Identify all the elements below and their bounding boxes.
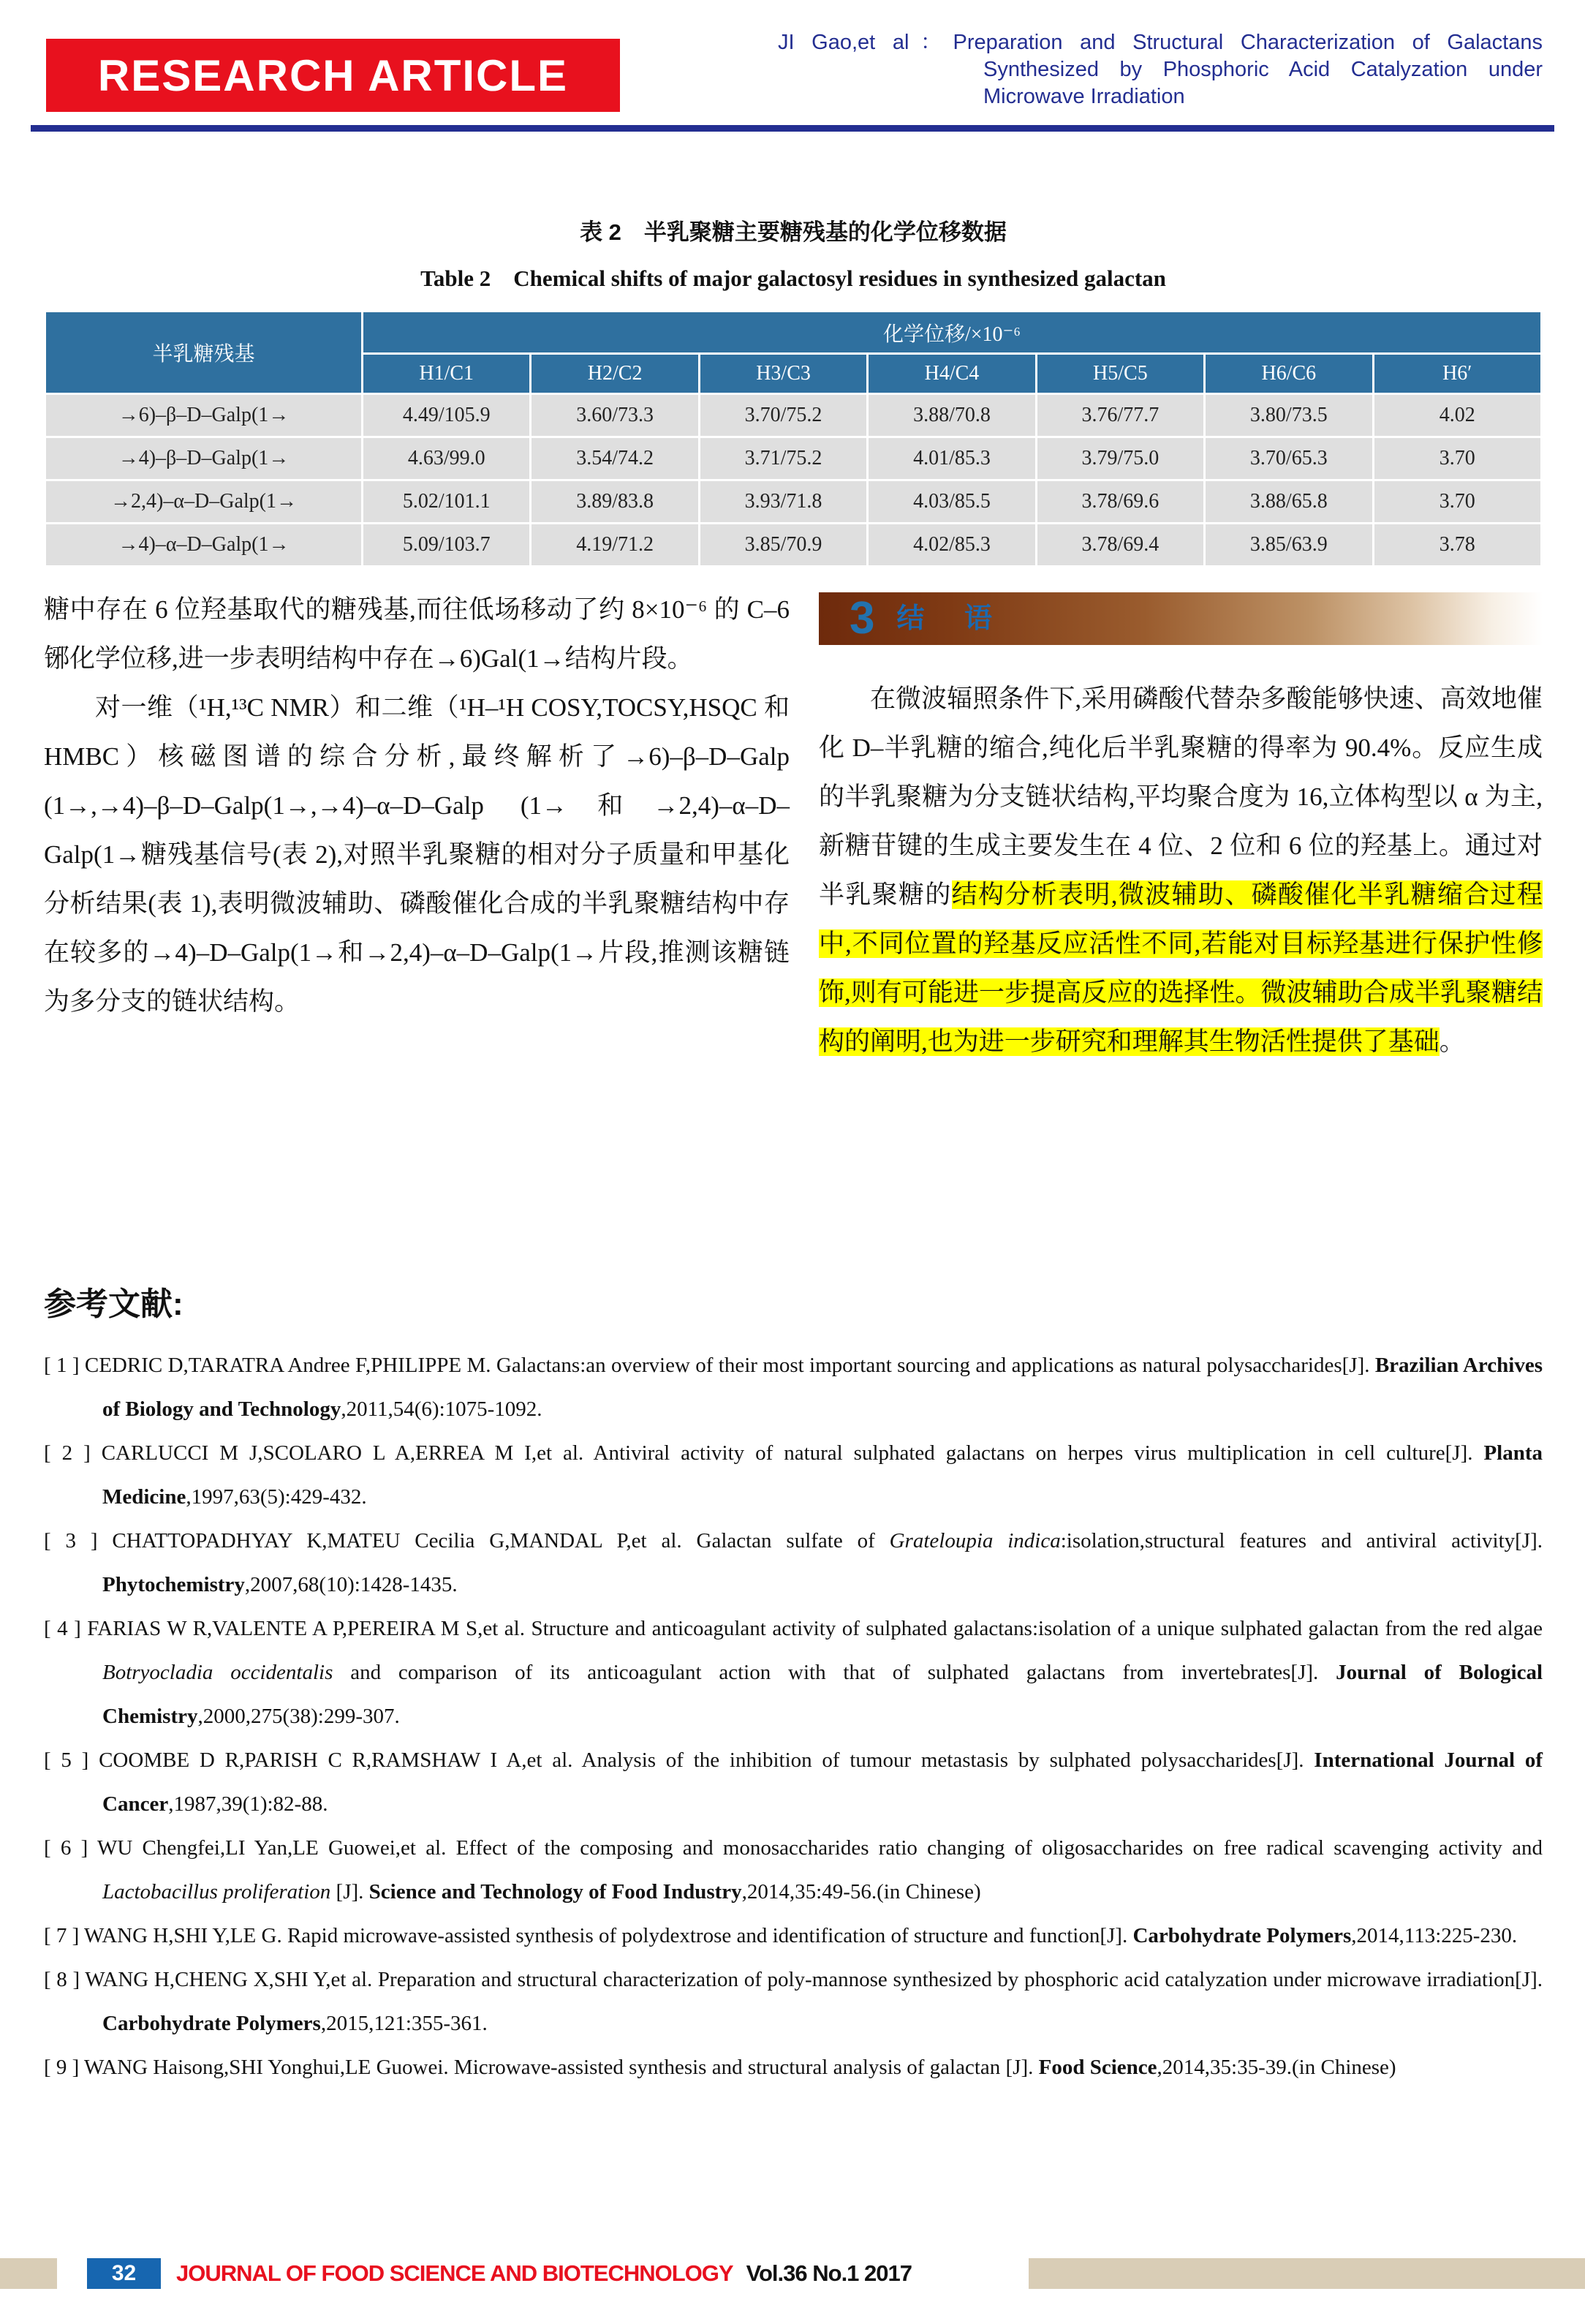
shift-value-cell: 5.09/103.7 (363, 524, 531, 567)
species-name: Lactobacillus proliferation (102, 1880, 331, 1904)
reference-text: WU Chengfei,LI Yan,LE Guowei,et al. Effect of the composing and monosaccharides ratio changing of oligosaccharides on free radical scavenging activity and (97, 1836, 1543, 1860)
reference-text: ,1997,63(5):429-432. (186, 1485, 367, 1509)
shift-value-cell: 3.88/70.8 (868, 394, 1036, 437)
section-number: 3 (850, 593, 875, 644)
shift-value-cell: 3.71/75.2 (699, 437, 867, 480)
shift-value-cell: 5.02/101.1 (363, 480, 531, 524)
column-header: H1/C1 (363, 354, 531, 394)
journal-title: International Journal of Cancer (102, 1748, 1543, 1816)
shift-value-cell: 4.19/71.2 (531, 524, 699, 567)
reference-item (44, 2045, 1543, 2089)
species-name: Grateloupia indica (889, 1529, 1061, 1553)
species-name: Botryocladia occidentalis (102, 1661, 333, 1684)
section-3-banner (819, 592, 1543, 645)
table-row (45, 524, 1542, 567)
shift-value-cell: 4.63/99.0 (363, 437, 531, 480)
reference-text: ,2014,35:35-39.(in Chinese) (1157, 2056, 1396, 2079)
shift-value-cell: 4.01/85.3 (868, 437, 1036, 480)
column-header: H6′ (1373, 354, 1541, 394)
body-paragraph-2: 对一维（¹H,¹³C NMR）和二维（¹H–¹H COSY,TOCSY,HSQC 和 HMBC）核磁图谱的综合分析,最终解析了→6)–β–D–Galp (1→,→4)–β–D–Galp(1→,→4)–α–D–Galp (1→和→2,4)–α–D–Galp(1→糖残基信号(表 2),对照半乳聚糖的相对分子质量和甲基化分析结果(表 1),表明微波辅助、磷酸催化合成的半乳聚糖结构中存在较多的→4)–D–Galp(1→和→2,4)–α–D–Galp(1→片段,推测该糖链为多分支的链状结构。 (44, 693, 790, 1016)
reference-text: COOMBE D R,PARISH C R,RAMSHAW I A,et al. Analysis of the inhibition of tumour metastasis by sulphated polysaccharides[J]. (99, 1748, 1314, 1772)
reference-label: [ 2 ] (44, 1441, 102, 1465)
column-header: H5/C5 (1036, 354, 1204, 394)
shift-value-cell: 3.76/77.7 (1036, 394, 1204, 437)
shift-value-cell: 3.78 (1373, 524, 1541, 567)
journal-issue: Vol.36 No.1 2017 (746, 2260, 912, 2286)
shift-value-cell: 3.78/69.6 (1036, 480, 1204, 524)
conclusion-tail: 。 (1439, 1027, 1465, 1056)
reference-text: ,1987,39(1):82-88. (168, 1792, 328, 1816)
residue-cell: →4)–α–D–Galp(1→ (45, 524, 363, 567)
table-header (45, 312, 1542, 394)
shift-value-cell: 3.89/83.8 (531, 480, 699, 524)
journal-title: Planta Medicine (102, 1441, 1543, 1509)
table-title-zh: 表 2 半乳聚糖主要糖残基的化学位移数据 (580, 219, 1007, 245)
left-column (44, 585, 790, 1066)
residue-cell: →4)–β–D–Galp(1→ (45, 437, 363, 480)
reference-text: WANG H,SHI Y,LE G. Rapid microwave-assisted synthesis of polydextrose and identification of structure and function[J]. (84, 1924, 1133, 1947)
reference-item (44, 1431, 1543, 1519)
reference-text: :isolation,structural features and antiviral activity[J]. (1060, 1529, 1543, 1553)
table-2-block (44, 211, 1543, 567)
column-header: H4/C4 (868, 354, 1036, 394)
journal-title: Food Science (1038, 2056, 1157, 2079)
section-title: 结 语 (896, 603, 1009, 634)
table-corner-header: 半乳糖残基 (45, 312, 363, 394)
reference-item (44, 1738, 1543, 1826)
table-row (45, 394, 1542, 437)
column-header: H3/C3 (699, 354, 867, 394)
reference-text: CHATTOPADHYAY K,MATEU Cecilia G,MANDAL P,et al. Galactan sulfate of (112, 1529, 890, 1553)
reference-item (44, 1958, 1543, 2045)
article-type-badge: RESEARCH ARTICLE (46, 39, 620, 112)
reference-text: [J]. (330, 1880, 369, 1904)
shift-value-cell: 3.70 (1373, 480, 1541, 524)
reference-text: ,2011,54(6):1075-1092. (341, 1397, 542, 1421)
shift-value-cell: 3.70 (1373, 437, 1541, 480)
reference-item (44, 1607, 1543, 1738)
table-body (45, 394, 1542, 567)
reference-label: [ 3 ] (44, 1529, 113, 1553)
shift-value-cell: 3.80/73.5 (1205, 394, 1373, 437)
shift-value-cell: 3.93/71.8 (699, 480, 867, 524)
shift-value-cell: 3.70/65.3 (1205, 437, 1373, 480)
reference-text: ,2000,275(38):299-307. (197, 1705, 400, 1728)
journal-title: Brazilian Archives of Biology and Technology (102, 1354, 1543, 1421)
journal-title: Carbohydrate Polymers (102, 2012, 321, 2035)
shift-value-cell: 4.02/85.3 (868, 524, 1036, 567)
reference-text: FARIAS W R,VALENTE A P,PEREIRA M S,et al. Structure and anticoagulant activity of sulphated galactans:isolation of a unique sulphated galactan from the red algae (87, 1617, 1543, 1640)
table-row (45, 437, 1542, 480)
shift-value-cell: 3.85/70.9 (699, 524, 867, 567)
journal-title: Science and Technology of Food Industry (368, 1880, 742, 1904)
reference-text: ,2014,113:225-230. (1351, 1924, 1518, 1947)
reference-list (44, 1343, 1543, 2089)
reference-text: WANG H,CHENG X,SHI Y,et al. Preparation and structural characterization of poly-mannose synthesized by phosphoric acid catalyzation under microwave irradiation[J]. (85, 1968, 1543, 1991)
shift-value-cell: 3.70/75.2 (699, 394, 867, 437)
page-footer (0, 2258, 1585, 2289)
reference-label: [ 4 ] (44, 1617, 88, 1640)
journal-name: JOURNAL OF FOOD SCIENCE AND BIOTECHNOLOGY (176, 2260, 733, 2286)
conclusion-text: 在微波辐照条件下,采用磷酸代替杂多酸能够快速、高效地催化 D–半乳糖的缩合,纯化后半乳聚糖的得率为 90.4%。反应生成的半乳聚糖为分支链状结构,平均聚合度为 16,立体构型以 α 为主,新糖苷键的生成主要发生在 4 位、2 位和 6 位的羟基上。通过对半乳聚糖的 (819, 684, 1543, 909)
table-group-header: 化学位移/×10⁻⁶ (363, 312, 1542, 354)
journal-title: Carbohydrate Polymers (1132, 1924, 1352, 1947)
footer-bar-right (1029, 2258, 1585, 2289)
reference-text: ,2014,35:49-56.(in Chinese) (741, 1880, 981, 1904)
body-columns (44, 585, 1543, 1066)
reference-item (44, 1914, 1543, 1958)
column-header: H6/C6 (1205, 354, 1373, 394)
shift-value-cell: 3.79/75.0 (1036, 437, 1204, 480)
reference-text: ,2007,68(10):1428-1435. (244, 1573, 458, 1596)
right-column (819, 585, 1543, 1066)
footer-bar-left (0, 2258, 57, 2289)
shift-value-cell: 3.85/63.9 (1205, 524, 1373, 567)
reference-label: [ 7 ] (44, 1924, 85, 1947)
column-header: H2/C2 (531, 354, 699, 394)
reference-text: and comparison of its anticoagulant action with that of sulphated galactans from invertebrates[J]. (333, 1661, 1336, 1684)
reference-label: [ 1 ] (44, 1354, 85, 1377)
reference-text: CEDRIC D,TARATRA Andree F,PHILIPPE M. Galactans:an overview of their most important sourcing and applications as natural polysaccharides[J]. (84, 1354, 1375, 1377)
header-divider-rule (31, 125, 1554, 132)
body-paragraph-1: 糖中存在 6 位羟基取代的糖残基,而往低场移动了约 8×10⁻⁶ 的 C–6 铘化学位移,进一步表明结构中存在→6)Gal(1→结构片段。 (44, 595, 790, 673)
page-number: 32 (87, 2258, 161, 2289)
reference-label: [ 9 ] (44, 2056, 85, 2079)
conclusion-paragraph (819, 674, 1543, 1066)
reference-label: [ 8 ] (44, 1968, 86, 1991)
reference-item (44, 1343, 1543, 1431)
table-title-en: Table 2 Chemical shifts of major galactosyl residues in synthesized galactan (420, 265, 1166, 291)
shift-value-cell: 4.49/105.9 (363, 394, 531, 437)
reference-text: ,2015,121:355-361. (320, 2012, 488, 2035)
reference-item (44, 1519, 1543, 1607)
shift-value-cell: 4.02 (1373, 394, 1541, 437)
references-section (44, 1278, 1543, 2089)
reference-label: [ 6 ] (44, 1836, 97, 1860)
shift-value-cell: 3.60/73.3 (531, 394, 699, 437)
reference-label: [ 5 ] (44, 1748, 99, 1772)
residue-cell: →2,4)–α–D–Galp(1→ (45, 480, 363, 524)
residue-cell: →6)–β–D–Galp(1→ (45, 394, 363, 437)
references-heading: 参考文献: (44, 1286, 184, 1322)
running-title: JI Gao,et al：Preparation and Structural Characterization of Galactans Synthesized by Phosphoric Acid Catalyzation under Microwave Irradiation (778, 31, 1543, 108)
chemical-shift-table (44, 310, 1543, 567)
shift-value-cell: 3.88/65.8 (1205, 480, 1373, 524)
highlighted-text: 结构分析表明,微波辅助、磷酸催化半乳糖缩合过程中,不同位置的羟基反应活性不同,若能对目标羟基进行保护性修饰,则有可能进一步提高反应的选择性。微波辅助合成半乳聚糖结构的阐明,也为进一步研究和理解其生物活性提供了基础 (819, 880, 1543, 1056)
shift-value-cell: 4.03/85.5 (868, 480, 1036, 524)
journal-title: Phytochemistry (102, 1573, 245, 1596)
reference-item (44, 1826, 1543, 1914)
shift-value-cell: 3.54/74.2 (531, 437, 699, 480)
shift-value-cell: 3.78/69.4 (1036, 524, 1204, 567)
journal-line (176, 2258, 912, 2289)
reference-text: CARLUCCI M J,SCOLARO L A,ERREA M I,et al. Antiviral activity of natural sulphated galactans on herpes virus multiplication in cell culture[J]. (101, 1441, 1484, 1465)
journal-title: Journal of Bological Chemistry (102, 1661, 1543, 1728)
reference-text: WANG Haisong,SHI Yonghui,LE Guowei. Microwave-assisted synthesis and structural analysis of galactan [J]. (84, 2056, 1039, 2079)
table-row (45, 480, 1542, 524)
